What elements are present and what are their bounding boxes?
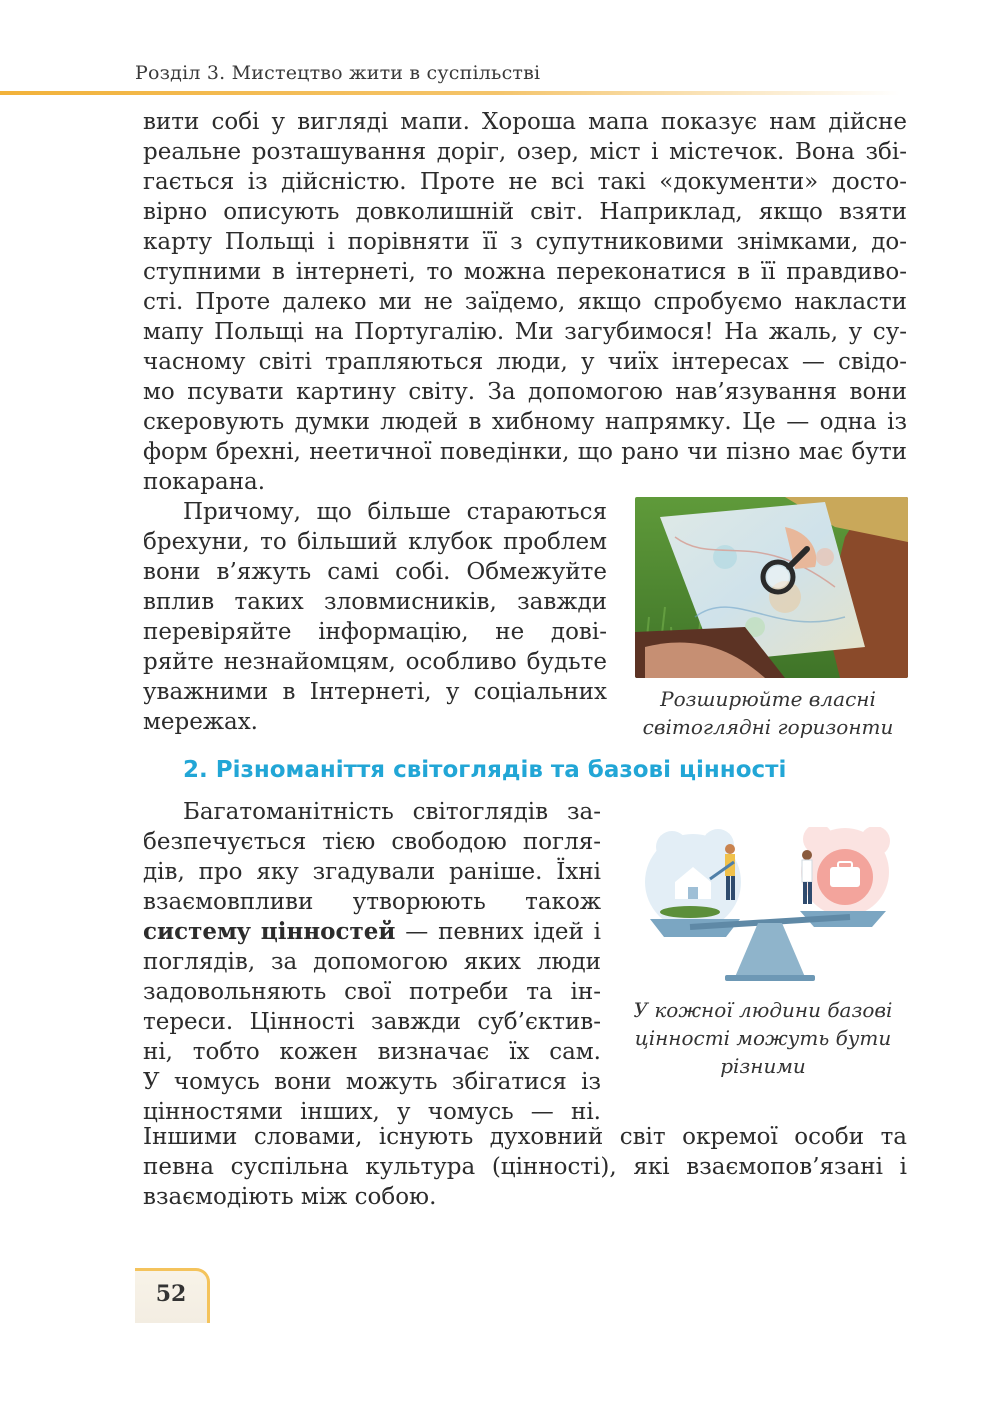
header-rule bbox=[0, 91, 900, 95]
text-line: мапу Польщі на Португалію. Ми загубимося! На жаль, у су- bbox=[143, 319, 907, 345]
text-line: часному світі трапляються люди, у чиїх інтересах — свідо- bbox=[143, 349, 907, 375]
text-line: вони в’яжуть самі собі. Обмежуйте bbox=[143, 559, 607, 585]
text-line: гається із дійсністю. Проте не всі такі «документи» досто- bbox=[143, 169, 907, 195]
key-term: системy цінностей bbox=[143, 918, 396, 945]
section-heading: 2. Різноманіття світоглядів та базові цінності bbox=[183, 757, 787, 783]
paragraph-conclusion bbox=[143, 1122, 907, 1212]
caption-line: Розширюйте власні bbox=[660, 687, 876, 711]
text-line: форм брехні, неетичної поведінки, що рано чи пізно має бути bbox=[143, 439, 907, 465]
map-photo-image bbox=[635, 497, 908, 678]
text-line: карту Польщі і порівняти її з супутниковими знімками, до- bbox=[143, 229, 907, 255]
text-line: Іншими словами, існують духовний світ окремої особи та bbox=[143, 1124, 907, 1150]
text-line: взаємодіють між собою. bbox=[143, 1184, 437, 1210]
text-line: безпечується тією свободою погля- bbox=[143, 829, 601, 855]
text-line: реальне розташування доріг, озер, міст і містечок. Вона збі- bbox=[143, 139, 907, 165]
text-line: скеровують думки людей в хибному напрямку. Це — одна із bbox=[143, 409, 907, 435]
page-number-tab bbox=[135, 1268, 210, 1323]
text-line: вплив таких зловмисників, завжди bbox=[143, 589, 607, 615]
text-line: певна суспільна культура (цінності), які взаємопов’язані і bbox=[143, 1154, 907, 1180]
scale-image bbox=[630, 827, 912, 985]
text-line: сті. Проте далеко ми не заїдемо, якщо спробуємо накласти bbox=[143, 289, 907, 315]
text-line: Причому, що більше стараються bbox=[183, 499, 607, 525]
chapter-header: Розділ 3. Мистецтво жити в суспільстві bbox=[135, 62, 541, 84]
text-line: ступними в інтернеті, то можна переконатися в її правдиво- bbox=[143, 259, 907, 285]
balance-scale-illustration bbox=[630, 827, 912, 985]
paragraph-worldviews bbox=[143, 797, 601, 1127]
text-line: Багатоманітність світоглядів за- bbox=[183, 799, 601, 825]
caption-line: світоглядні горизонти bbox=[642, 715, 894, 739]
text-line: поглядів, за допомогою яких люди bbox=[143, 949, 601, 975]
text-line: покарана. bbox=[143, 469, 266, 495]
text-line: мережах. bbox=[143, 709, 258, 735]
text-line: брехуни, то більший клубок проблем bbox=[143, 529, 607, 555]
text-line: У чомусь вони можуть збігатися із bbox=[143, 1069, 601, 1095]
text-line: задовольняють свої потреби та ін- bbox=[143, 979, 601, 1005]
caption-line: цінності можуть бути bbox=[634, 1026, 892, 1050]
caption-line: різними bbox=[720, 1054, 806, 1078]
page-number: 52 bbox=[155, 1281, 187, 1307]
text-fragment: — певних ідей і bbox=[395, 919, 601, 945]
text-line: тереси. Цінності завжди суб’єктив- bbox=[143, 1009, 601, 1035]
text-line: перевіряйте інформацію, не дові- bbox=[143, 619, 607, 645]
photo-caption bbox=[618, 685, 918, 741]
text-line: мо псувати картину світу. За допомогою нав’язування вони bbox=[143, 379, 907, 405]
caption-line: У кожної людини базові bbox=[633, 998, 893, 1022]
text-line: взаємовпливи утворюють також bbox=[143, 889, 601, 915]
text-line: вити собі у вигляді мапи. Хороша мапа показує нам дійсне bbox=[143, 109, 907, 135]
paragraph-liars bbox=[143, 497, 607, 737]
map-magnifier-photo bbox=[635, 497, 908, 678]
text-line: ні, тобто кожен визначає їх сам. bbox=[143, 1039, 601, 1065]
text-line: дів, про яку згадували раніше. Їхні bbox=[143, 859, 601, 885]
paragraph-maps bbox=[143, 107, 907, 497]
illustration-caption bbox=[612, 996, 914, 1080]
text-line: уважними в Інтернеті, у соціальних bbox=[143, 679, 607, 705]
text-line-key-term bbox=[143, 917, 601, 947]
text-line: ряйте незнайомцям, особливо будьте bbox=[143, 649, 607, 675]
text-line: цінностями інших, у чомусь — ні. bbox=[143, 1099, 601, 1125]
text-line: вірно описують довколишній світ. Наприклад, якщо взяти bbox=[143, 199, 907, 225]
